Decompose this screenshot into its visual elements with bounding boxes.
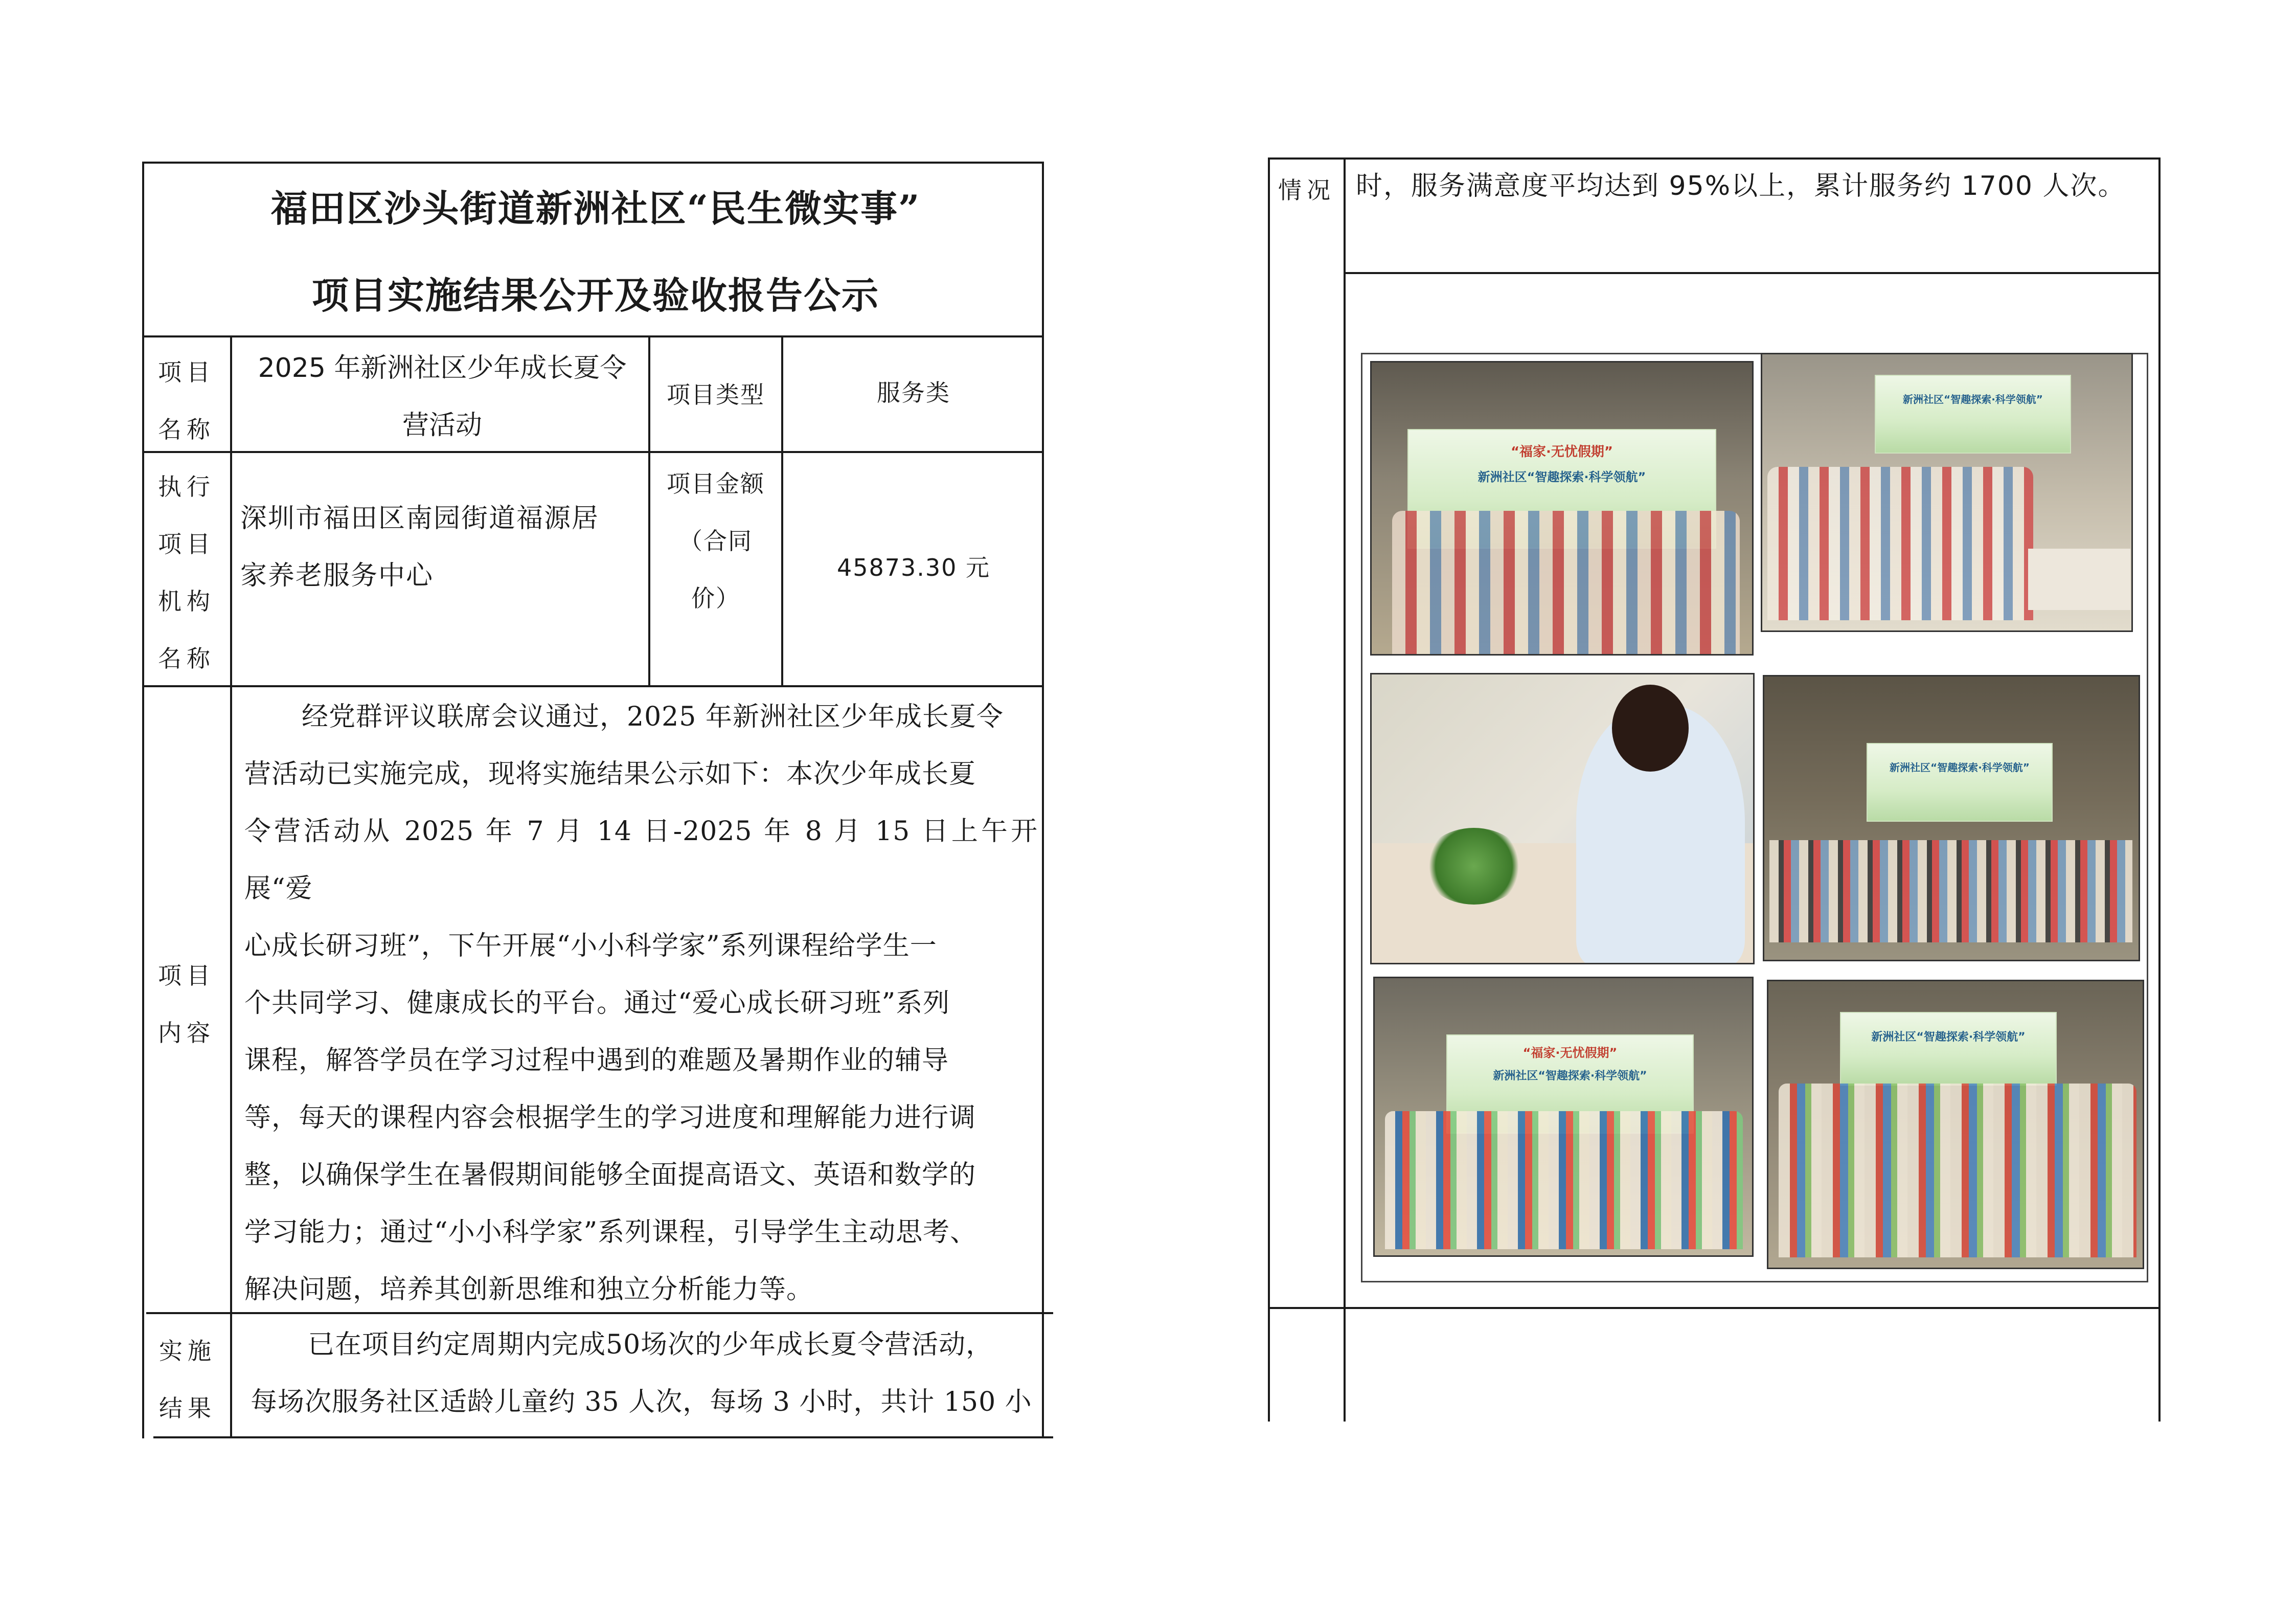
content-line: 解决问题，培养其创新思维和独立分析能力等。 [244,1274,814,1305]
photo-screen-text: 新洲社区“智趣探索·科学领航” [1477,470,1646,484]
result-label: 实施 结果 [159,1337,216,1422]
photo-screen-text: 新洲社区“智趣探索·科学领航” [1871,1031,2026,1044]
project-amount-label: 项目金额 （合同 价） [667,470,765,612]
children-group [1779,1084,2136,1257]
table-right-border [1042,162,1044,1438]
photo-screen-text: 新洲社区“智趣探索·科学领航” [1890,761,2030,774]
content-line: 个共同学习、健康成长的平台。通过“爱心成长研习班”系列 [244,988,950,1019]
table-bottom-border [153,1436,1053,1438]
photo-screen-text: “福家·无忧假期” [1522,1046,1618,1060]
child-crafting-photo [1370,673,1755,964]
content-line: 课程，解答学员在学习过程中遇到的难题及暑期作业的辅导 [244,1045,949,1076]
row-divider [142,335,1044,337]
table-top-border [142,162,1044,164]
children-group [1769,840,2132,942]
project-content-paragraph [244,688,1038,1318]
label-column-divider [230,335,232,1436]
right-table-left-border [1268,157,1270,1422]
group-photo-2 [1761,353,2133,632]
executor-label: 执行 项目 机构 名称 [158,473,215,672]
children-group [1767,467,2033,620]
content-line: 营活动已实施完成，现将实施结果公示如下：本次少年成长夏 [244,759,976,790]
children-group [1392,511,1740,654]
content-line: 心成长研习班”，下午开展“小小科学家”系列课程给学生一 [244,931,937,961]
right-situation-label: 情况 [1278,176,1335,204]
project-type-value: 服务类 [877,379,950,407]
content-line: 经党群评议联席会议通过，2025 年新洲社区少年成长夏令 [302,702,1004,732]
content-line: 令营活动从 2025 年 7 月 14 日-2025 年 8 月 15 日上午开展“爱 [244,816,1038,904]
child-head [1612,685,1689,772]
document-title-line1: 福田区沙头街道新洲社区“民生微实事” [270,187,921,230]
right-row-divider [1344,272,2161,274]
project-content-label: 项目 内容 [158,962,215,1047]
group-photo-1 [1370,361,1754,656]
right-label-column-divider [1344,157,1346,1422]
table-with-materials [2028,549,2130,610]
project-name-value: 2025 年新洲社区少年成长夏令 营活动 [258,353,627,441]
photo-screen-text: 新洲社区“智趣探索·科学领航” [1903,393,2043,405]
group-photo-4 [1373,977,1754,1257]
content-line: 等，每天的课程内容会根据学生的学习进度和理解能力进行调 [244,1102,976,1133]
project-amount-value: 45873.30 元 [836,554,991,581]
right-row-divider [1268,1307,2161,1309]
executor-value: 深圳市福田区南园街道福源居 家养老服务中心 [240,503,600,591]
children-group [1385,1111,1743,1249]
right-continued-text: 时，服务满意度平均达到 95%以上，累计服务约 1700 人次。 [1356,171,2126,201]
content-line: 学习能力；通过“小小科学家”系列课程，引导学生主动思考、 [244,1217,977,1248]
content-line: 整，以确保学生在暑假期间能够全面提高语文、英语和数学的 [244,1160,976,1190]
group-photo-5 [1767,980,2144,1269]
row-divider [144,685,1044,687]
project-type-label: 项目类型 [667,381,765,409]
photo-screen-text: 新洲社区“智趣探索·科学领航” [1493,1070,1647,1082]
document-title-line2: 项目实施结果公开及验收报告公示 [311,274,879,317]
plant-craft [1423,828,1525,905]
project-name-label: 项目 名称 [158,358,215,443]
right-table-right-border [2158,157,2161,1422]
photo-screen-text: “福家·无忧假期” [1510,444,1613,460]
group-photo-3 [1763,675,2140,961]
result-paragraph: 已在项目约定周期内完成50场次的少年成长夏令营活动， 每场次服务社区适龄儿童约 35 人次，每场 3 小时，共计 150 小 [251,1329,1032,1417]
